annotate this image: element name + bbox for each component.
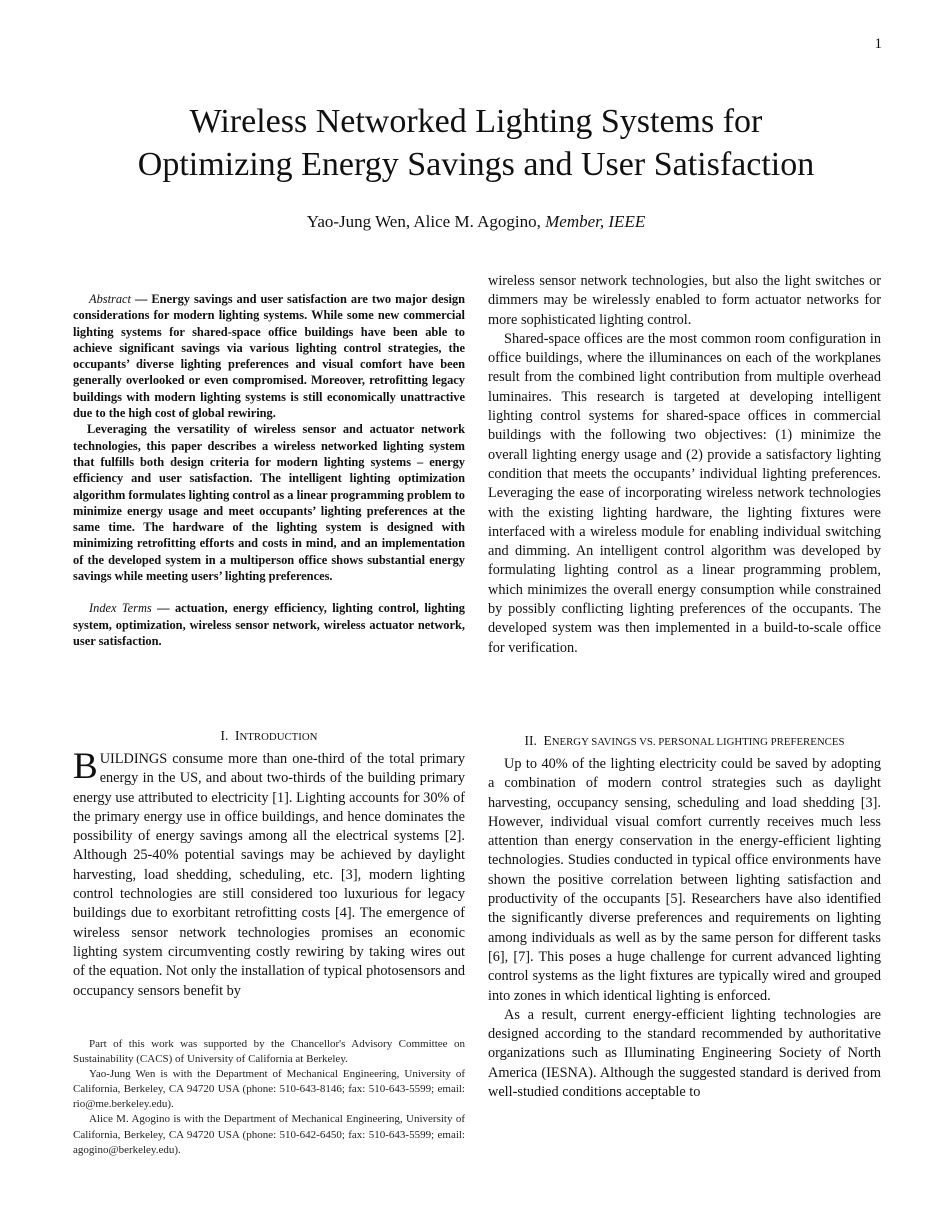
intro-paragraph-continued: wireless sensor network technologies, but also the light switches or dimmers may be wirelessly enabled to form actuator networks for more sophisticated lighting control. [488,273,881,328]
abstract-paragraph-1 [73,291,465,421]
footnote-author-2: Alice M. Agogino is with the Department of Mechanical Engineering, University of California, Berkeley, CA 94720 USA (phone: 510-642-6450; fax: 510-643-5599; email: agogino@berkeley.edu). [73,1113,465,1156]
section-1-heading [73,728,465,744]
intro-paragraph-1 [73,746,465,1001]
section-2-title-rest: NERGY SAVINGS VS. PERSONAL LIGHTING PREFERENCES [551,736,845,748]
section-2-number: II. [524,733,537,748]
paper-title [40,100,912,186]
intro-text-1: UILDINGS consume more than one-third of the total primary energy in the US, and about two-thirds of the building primary energy use attributed to electricity [1]. Lighting accounts for 30% of the primary energy use in office buildings, and hence dominates the possibility of energy savings among all the electrical systems [2]. Although 25-40% potential savings may be achieved by daylight harvesting, load shedding, scheduling, etc. [3], modern lighting control technologies are still considered too luxurious for legacy buildings due to exorbitant retrofitting costs [4]. The emergence of wireless sensor network technologies promises an economic lighting system circumventing costly rewiring by taking wires out of the equation. Not only the installation of typical photosensors and occupancy sensors benefit by [73,751,465,999]
author-affiliation: Member, IEEE [545,212,646,231]
section-2-title-initial: E [543,733,552,748]
section-1-title-initial: I [235,728,240,743]
section-2-paragraph-2: As a result, current energy-efficient lighting technologies are designed according to the standard recommended by authoritative organizations such as Illuminating Engineering Society of North America (IESNA). Although the suggested standard is derived from well-studied conditions acceptable to [488,1006,881,1101]
title-line-2: Optimizing Energy Savings and User Satisfaction [137,146,815,183]
section-2-paragraph-1: Up to 40% of the lighting electricity could be saved by adopting a combination of modern control strategies such as daylight harvesting, occupancy sensing, scheduling and load shedding [3]. However, individual visual comfort currently receives much less attention than energy conservation in the energy-efficient lighting technologies. Studies conducted in typical office environments have shown the positive correlation between lighting satisfaction and productivity of the occupants [5]. Researchers have also identified the significantly diverse preferences and requirements on lighting among individuals as well as by the same person for different tasks [6], [7]. This poses a huge challenge for current advanced lighting control systems as the light fixtures are typically wired and grouped into zones in which identical lighting is enforced. [488,756,881,1004]
section-1-title-rest: NTRODUCTION [239,731,318,743]
introduction-text [73,746,465,1001]
intro-paragraph-2: Shared-space offices are the most common room configuration in office buildings, where the illuminances on each of the workplanes result from the combined light contribution from multiple overhead luminaires. This research is targeted at developing intelligent lighting control systems for shared-space offices in commercial buildings with the following two objectives: (1) minimize the overall lighting energy usage and (2) provide a satisfactory lighting condition that meets the occupants’ individual lighting preferences. Leveraging the ease of incorporating wireless network technologies with the existing lighting hardware, the lighting fixtures were interfaced with a wireless module for enabling individual switching and dimming. An intelligent control algorithm was developed by formulating lighting control as a linear programming problem, which minimizes the overall energy consumption while constrained by possibly conflicting lighting preferences of the occupants. The developed system was then implemented in a build-to-scale office for verification. [488,330,881,656]
footnote-author-1: Yao-Jung Wen is with the Department of Mechanical Engineering, University of California, Berkeley, CA 94720 USA (phone: 510-643-8146; fax: 510-643-5599; email: rio@me.berkeley.edu). [73,1068,465,1111]
footnote-funding: Part of this work was supported by the Chancellor's Advisory Committee on Sustainability (CACS) of University of California at Berkeley. [73,1038,465,1066]
abstract-text-1: — Energy savings and user satisfaction are two major design considerations for modern lighting systems. While some new commercial lighting systems for shared-space office buildings have been able to achieve significant savings via various lighting control strategies, the occupants’ diverse lighting preferences and visual comfort have been generally overlooked or even compromised. Moreover, retrofitting legacy buildings with modern lighting systems is still economically unattractive due to the high cost of global rewiring. [73,292,465,421]
author-line [40,212,912,232]
index-terms [73,600,465,649]
index-terms-text: — actuation, energy efficiency, lighting control, lighting system, optimization, wireless sensor network, wireless actuator network, user satisfaction. [73,601,465,648]
footnotes [73,1037,465,1158]
abstract-paragraph-2: Leveraging the versatility of wireless sensor and actuator network technologies, this paper describes a wireless networked lighting system that fulfills both design criteria for modern lighting systems – energy efficiency and user satisfaction. The intelligent lighting optimization algorithm formulates lighting control as a linear programming problem to minimize energy usage and meet occupants’ lighting preferences at the same time. The hardware of the lighting system is designed with minimizing retrofitting efforts and costs in mind, and an implementation of the developed system in a multiperson office shows substantial energy savings while meeting users’ lighting preferences. [73,422,465,584]
abstract-label: Abstract [89,292,131,306]
section-2-text [488,755,881,1102]
index-terms-label: Index Terms [89,601,152,616]
title-line-1: Wireless Networked Lighting Systems for [189,103,763,140]
author-names: Yao-Jung Wen, Alice M. Agogino, [306,212,541,231]
page-number: 1 [874,36,882,52]
section-1-number: I. [220,728,229,743]
drop-cap: B [73,746,98,787]
right-column-text [488,272,881,658]
section-2-heading [488,733,881,749]
abstract-block [73,291,465,649]
